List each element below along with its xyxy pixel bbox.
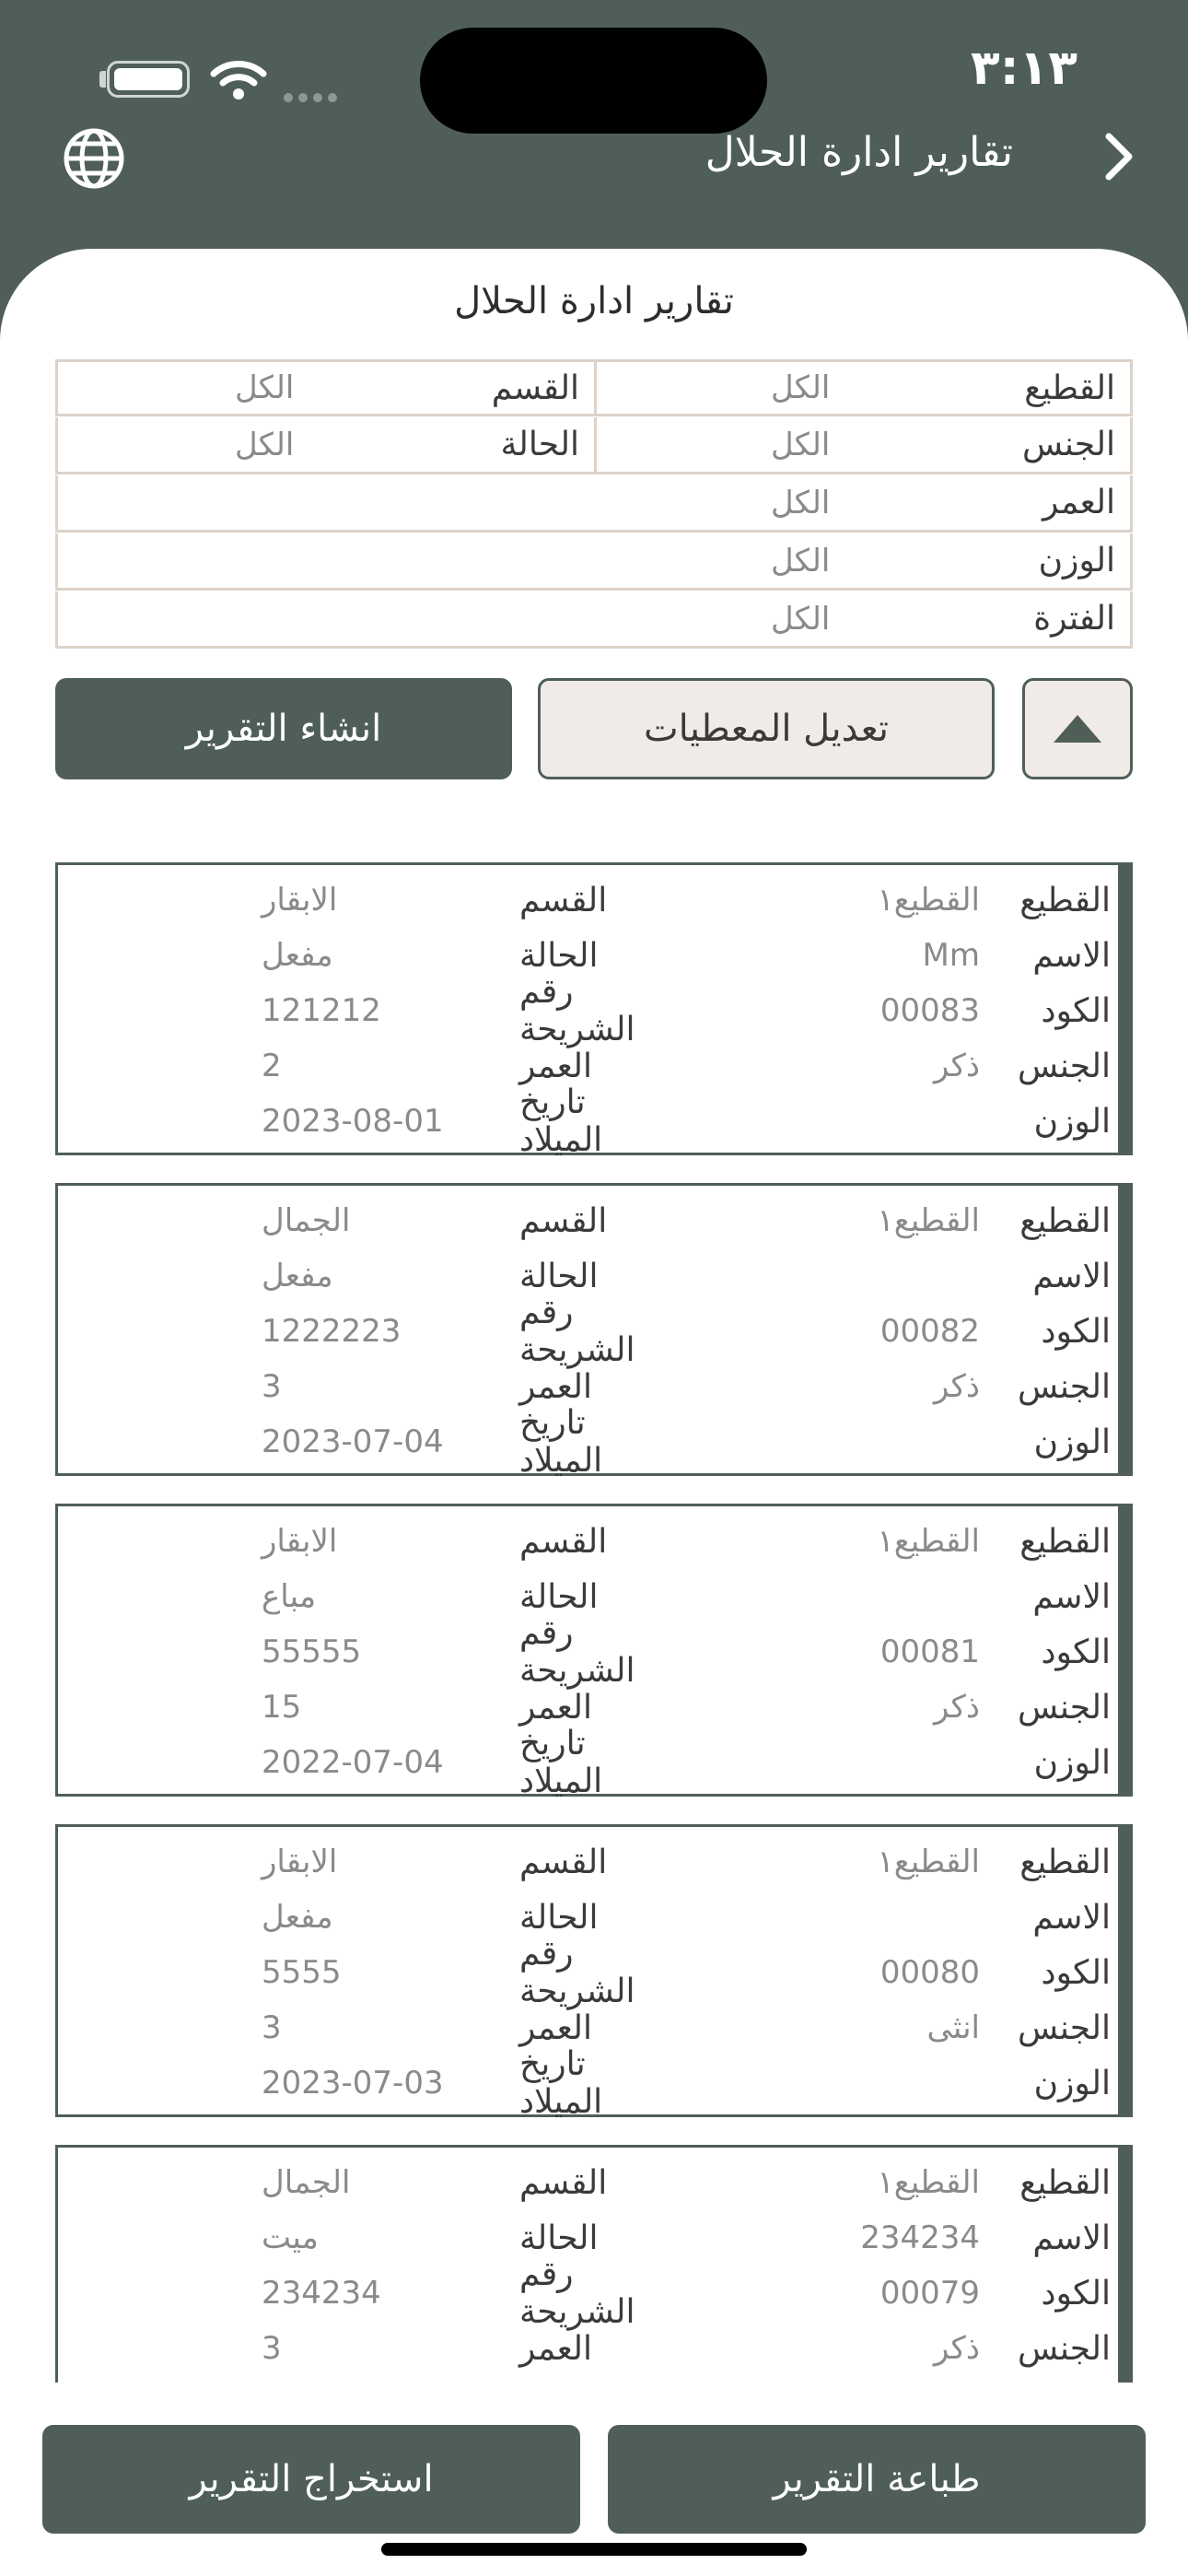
age-value: 2 [262, 1048, 282, 1084]
filter-value: الكل [771, 426, 831, 463]
birth-value: 2023-07-04 [262, 1423, 444, 1460]
chip-label: رقم الشريحة [519, 973, 635, 1048]
filter-label: القطيع [1024, 369, 1115, 407]
herd-value: القطيع١ [877, 1202, 980, 1239]
filter-value: الكل [771, 484, 831, 521]
record-row [58, 973, 1118, 1048]
filter-status[interactable] [55, 417, 594, 474]
gender-value: انثى [926, 2009, 980, 2046]
herd-label: القطيع [1019, 881, 1111, 919]
filter-label: الوزن [1038, 542, 1115, 580]
chip-value: 234234 [262, 2275, 381, 2312]
gender-value: ذكر [933, 1689, 980, 1726]
wifi-icon [210, 59, 267, 105]
weight-label: الوزن [1033, 1743, 1111, 1782]
age-label: العمر [519, 1688, 593, 1727]
gender-value: ذكر [933, 2330, 980, 2367]
section-value: الابقار [262, 882, 338, 919]
filter-row [55, 359, 1133, 416]
age-value: 15 [262, 1689, 302, 1726]
filter-label: العمر [1042, 484, 1115, 521]
battery-tip [99, 71, 106, 88]
section-label: القسم [519, 1843, 608, 1881]
record-row [58, 1514, 1118, 1569]
age-value: 3 [262, 2330, 282, 2367]
chip-label: رقم الشريحة [519, 2255, 635, 2331]
section-value: الجمال [262, 2164, 351, 2201]
status-label: الحالة [519, 936, 599, 975]
filter-weight[interactable] [55, 533, 1133, 591]
filter-herd[interactable] [594, 359, 1133, 416]
herd-value: القطيع١ [877, 1523, 980, 1560]
home-indicator [381, 2543, 807, 2556]
filter-gender[interactable] [594, 417, 1133, 474]
herd-value: القطيع١ [877, 1844, 980, 1880]
record-card[interactable] [55, 1504, 1133, 1800]
code-label: الكود [1041, 1633, 1111, 1671]
code-value: 00082 [879, 1313, 980, 1350]
filter-label: الفترة [1033, 600, 1115, 638]
code-label: الكود [1041, 2274, 1111, 2313]
extract-report-button[interactable]: استخراج التقرير [42, 2425, 580, 2534]
gender-label: الجنس [1018, 1367, 1111, 1406]
triangle-up-icon [1052, 713, 1103, 744]
record-row [58, 1614, 1118, 1690]
filter-section[interactable] [55, 359, 594, 416]
gender-label: الجنس [1018, 2329, 1111, 2368]
section-label: القسم [519, 1522, 608, 1561]
filter-value: الكل [235, 369, 295, 406]
code-value: 00080 [879, 1954, 980, 1991]
record-row [58, 1083, 1118, 1159]
age-label: العمر [519, 2329, 593, 2368]
name-label: الاسم [1032, 2219, 1111, 2257]
gender-label: الجنس [1018, 2008, 1111, 2047]
globe-icon[interactable] [63, 127, 125, 193]
status-label: الحالة [519, 2219, 599, 2257]
record-card[interactable] [55, 862, 1133, 1159]
status-value: مفعل [262, 937, 333, 974]
filter-label: الحالة [500, 426, 579, 463]
herd-label: القطيع [1019, 1522, 1111, 1561]
filter-period[interactable] [55, 591, 1133, 649]
filter-row [55, 533, 1133, 591]
record-row [58, 2045, 1118, 2121]
age-label: العمر [519, 1367, 593, 1406]
filter-label: الجنس [1022, 426, 1115, 463]
filter-row [55, 591, 1133, 649]
name-value: 234234 [860, 2219, 980, 2256]
section-value: الابقار [262, 1523, 338, 1560]
record-row [58, 1193, 1118, 1248]
record-row [58, 1935, 1118, 2010]
name-label: الاسم [1032, 936, 1111, 975]
code-label: الكود [1041, 1953, 1111, 1992]
filter-value: الكل [235, 426, 295, 463]
battery-icon [107, 61, 190, 98]
record-row [58, 1725, 1118, 1800]
section-label: القسم [519, 881, 608, 919]
birth-label: تاريخ الميلاد [519, 1404, 603, 1480]
filter-row [55, 417, 1133, 474]
chip-value: 5555 [262, 1954, 342, 1991]
gender-label: الجنس [1018, 1688, 1111, 1727]
section-value: الابقار [262, 1844, 338, 1880]
name-label: الاسم [1032, 1257, 1111, 1295]
chip-label: رقم الشريحة [519, 1614, 635, 1690]
herd-label: القطيع [1019, 2163, 1111, 2202]
status-value: ميت [262, 2219, 319, 2256]
filter-label: القسم [491, 369, 579, 407]
record-row [58, 2321, 1118, 2376]
weight-label: الوزن [1033, 1102, 1111, 1141]
status-value: مفعل [262, 1258, 333, 1294]
name-value: Mm [922, 937, 980, 974]
herd-value: القطيع١ [877, 2164, 980, 2201]
gender-label: الجنس [1018, 1047, 1111, 1085]
status-label: الحالة [519, 1577, 599, 1616]
code-label: الكود [1041, 1312, 1111, 1351]
status-label: الحالة [519, 1257, 599, 1295]
code-value: 00083 [879, 992, 980, 1029]
filter-age[interactable] [55, 475, 1133, 533]
collapse-filters-button[interactable] [1022, 678, 1133, 779]
herd-label: القطيع [1019, 1201, 1111, 1240]
weight-label: الوزن [1033, 2064, 1111, 2102]
code-value: 00079 [879, 2275, 980, 2312]
birth-label: تاريخ الميلاد [519, 2045, 603, 2121]
status-time: ٣:١٣ [970, 41, 1077, 96]
code-value: 00081 [879, 1633, 980, 1670]
page-title: تقارير ادارة الحلال [454, 280, 734, 322]
record-row [58, 1404, 1118, 1480]
birth-label: تاريخ الميلاد [519, 1725, 603, 1800]
status-value: مباع [262, 1578, 317, 1615]
print-report-button[interactable]: طباعة التقرير [608, 2425, 1146, 2534]
record-row [58, 1294, 1118, 1369]
age-value: 3 [262, 1368, 282, 1405]
edit-parameters-button[interactable]: تعديل المعطيات [538, 678, 995, 779]
chip-value: 55555 [262, 1633, 362, 1670]
section-value: الجمال [262, 1202, 351, 1239]
header-title: تقارير ادارة الحلال [705, 129, 1013, 176]
status-value: مفعل [262, 1899, 333, 1936]
section-label: القسم [519, 1201, 608, 1240]
birth-value: 2023-08-01 [262, 1103, 444, 1140]
age-value: 3 [262, 2009, 282, 2046]
gender-value: ذكر [933, 1368, 980, 1405]
herd-value: القطيع١ [877, 882, 980, 919]
age-label: العمر [519, 2008, 593, 2047]
dynamic-island [420, 28, 767, 134]
filters-table [55, 359, 1133, 650]
record-row [58, 1834, 1118, 1890]
gender-value: ذكر [933, 1048, 980, 1084]
record-row [58, 2155, 1118, 2210]
record-row [58, 2255, 1118, 2331]
filter-value: الكل [771, 600, 831, 638]
create-report-button[interactable]: انشاء التقرير [55, 678, 512, 779]
chip-value: 1222223 [262, 1313, 402, 1350]
filter-value: الكل [771, 369, 831, 406]
section-label: القسم [519, 2163, 608, 2202]
record-card[interactable] [55, 1183, 1133, 1480]
birth-value: 2023-07-03 [262, 2065, 444, 2102]
filter-row [55, 475, 1133, 533]
age-label: العمر [519, 1047, 593, 1085]
signal-dots-icon [284, 88, 348, 98]
chip-label: رقم الشريحة [519, 1294, 635, 1369]
chip-value: 121212 [262, 992, 381, 1029]
chip-label: رقم الشريحة [519, 1935, 635, 2010]
back-chevron-icon[interactable] [1100, 131, 1136, 186]
record-card[interactable] [55, 2145, 1133, 2383]
record-row [58, 872, 1118, 928]
code-label: الكود [1041, 991, 1111, 1030]
record-card[interactable] [55, 1824, 1133, 2121]
weight-label: الوزن [1033, 1423, 1111, 1461]
birth-label: تاريخ الميلاد [519, 1083, 603, 1159]
name-label: الاسم [1032, 1898, 1111, 1937]
records-list[interactable] [0, 857, 1188, 2383]
status-label: الحالة [519, 1898, 599, 1937]
birth-value: 2022-07-04 [262, 1744, 444, 1781]
name-label: الاسم [1032, 1577, 1111, 1616]
herd-label: القطيع [1019, 1843, 1111, 1881]
filter-value: الكل [771, 542, 831, 580]
